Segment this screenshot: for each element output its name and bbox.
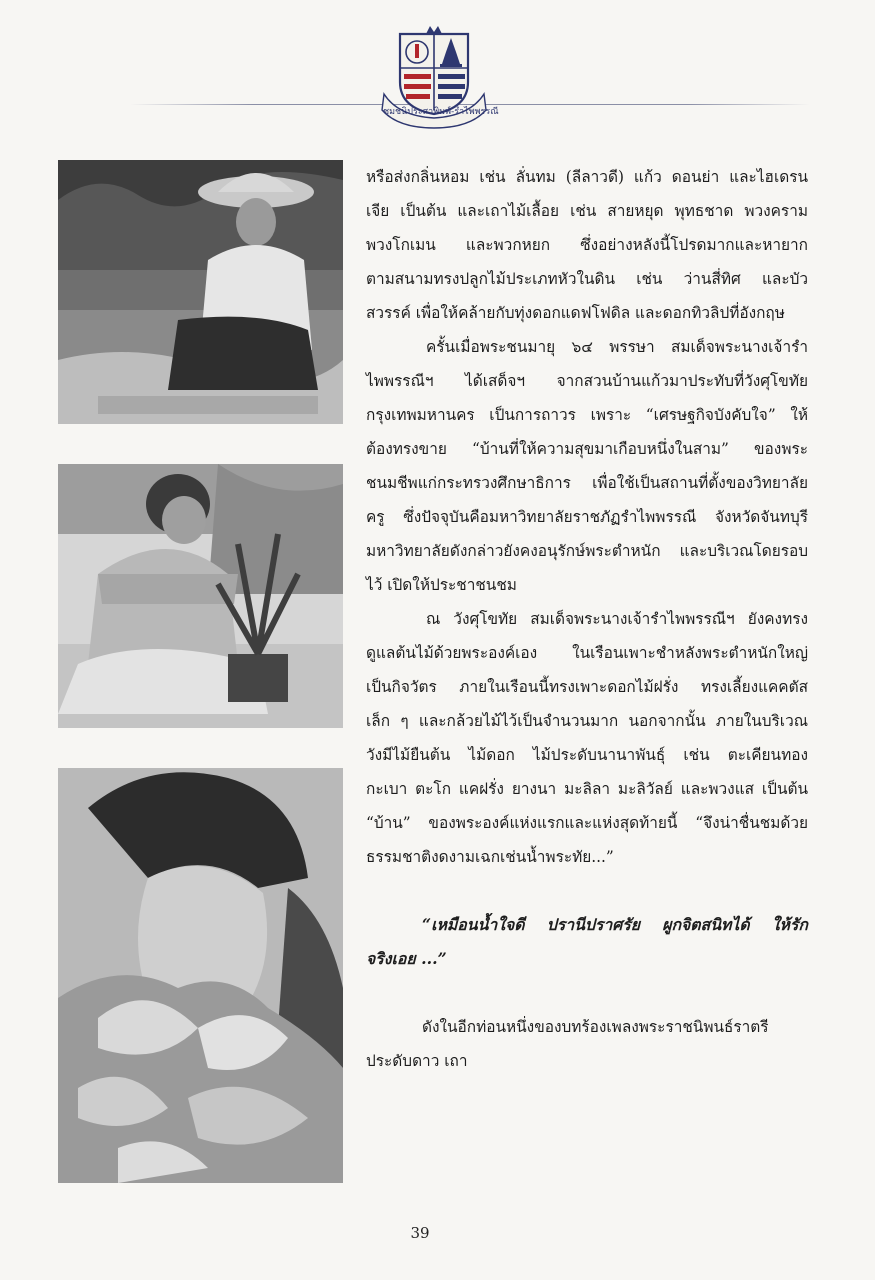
quote-line: “เหมือนน้ำใจดี ปรานีปราศรัย ผูกจิตสนิทได้ ให้รัก: [422, 915, 808, 934]
text-line: ครั้นเมื่อพระชนมายุ ๖๔ พรรษา สมเด็จพระนางเจ้ารำ: [426, 338, 808, 356]
text-line: หรือส่งกลิ่นหอม เช่น ลั่นทม (ลีลาวดี) แก้ว ดอนย่า และไฮเดรน: [366, 168, 808, 186]
text-line: เล็ก ๆ และกล้วยไม้ไว้เป็นจำนวนมาก นอกจากนั้น ภายในบริเวณ: [366, 712, 808, 730]
text-line: กรุงเทพมหานคร เป็นการถาวร เพราะ “เศรษฐกิจบังคับใจ” ให้: [366, 406, 808, 424]
pull-quote: [366, 908, 808, 976]
text-line: สวรรค์ เพื่อให้คล้ายกับทุ่งดอกแดฟโฟดิล และดอกทิวลิปที่อังกฤษ: [366, 304, 785, 322]
paragraph-plants-list: [366, 160, 808, 330]
text-line: เจีย เป็นต้น และเถาไม้เลื้อย เช่น สายหยุด พุทธชาด พวงคราม: [366, 202, 808, 220]
text-line: ตามสนามทรงปลูกไม้ประเภทหัวในดิน เช่น ว่านสี่ทิศ และบัว: [366, 270, 808, 288]
text-line: กะเบา ตะโก แคฝรั่ง ยางนา มะลิลา มะลิวัลย์ และพวงแส เป็นต้น: [366, 780, 808, 798]
paragraph-garden-care: [366, 602, 808, 874]
photo-woman-with-potted-plant: [58, 464, 343, 728]
paragraph-closing: [366, 1010, 808, 1078]
photo-woman-in-hat-in-garden: [58, 160, 343, 424]
text-line: ดังในอีกท่อนหนึ่งของบทร้องเพลงพระราชนิพนธ์ราตรี: [422, 1018, 769, 1036]
text-line: ประดับดาว เถา: [366, 1052, 468, 1070]
text-line: “บ้าน” ของพระองค์แห่งแรกและแห่งสุดท้ายนี้ “จึงน่าชื่นชมด้วย: [366, 814, 808, 832]
text-line: ณ วังศุโขทัย สมเด็จพระนางเจ้ารำไพพรรณีฯ ยังคงทรง: [426, 610, 808, 628]
text-line: เป็นกิจวัตร ภายในเรือนนี้ทรงเพาะดอกไม้ฝรั่ง ทรงเลี้ยงแคคตัส: [366, 678, 808, 696]
paragraph-move-to-sukhothai-palace: [366, 330, 808, 602]
photo-woman-smelling-flower: [58, 768, 343, 1183]
text-line: ชนมชีพแก่กระทรวงศึกษาธิการ เพื่อใช้เป็นสถานที่ตั้งของวิทยาลัย: [366, 474, 808, 492]
text-line: ดูแลต้นไม้ด้วยพระองค์เอง ในเรือนเพาะชำหลังพระตำหนักใหญ่: [366, 644, 808, 662]
body-text-column: [366, 160, 808, 1078]
text-line: ต้องทรงขาย “บ้านที่ให้ความสุขมาเกือบหนึ่งในสาม” ของพระ: [366, 440, 808, 458]
text-line: ครู ซึ่งปัจจุบันคือมหาวิทยาลัยราชภัฏรำไพพรรณี จังหวัดจันทบุรี: [366, 508, 808, 526]
text-line: ไพพรรณีฯ ได้เสด็จฯ จากสวนบ้านแก้วมาประทับที่วังศุโขทัย: [366, 372, 808, 390]
text-line: ไว้ เปิดให้ประชาชนชม: [366, 576, 517, 594]
text-line: วังมีไม้ยืนต้น ไม้ดอก ไม้ประดับนานาพันธุ์ เช่น ตะเคียนทอง: [366, 746, 808, 764]
page-number: 39: [410, 1224, 430, 1242]
quote-line: จริงเอย ...”: [366, 949, 447, 968]
text-line: มหาวิทยาลัยดังกล่าวยังคงอนุรักษ์พระตำหนัก และบริเวณโดยรอบ: [366, 542, 808, 560]
text-line: พวงโกเมน และพวกหยก ซึ่งอย่างหลังนี้โปรดมากและหายาก: [366, 236, 808, 254]
emblem-motto: ชุมชนิประสาพิมพ์-รำไพพรรณี: [383, 107, 499, 117]
text-line: ธรรมชาติงดงามเฉกเช่นน้ำพระทัย...”: [366, 848, 614, 866]
